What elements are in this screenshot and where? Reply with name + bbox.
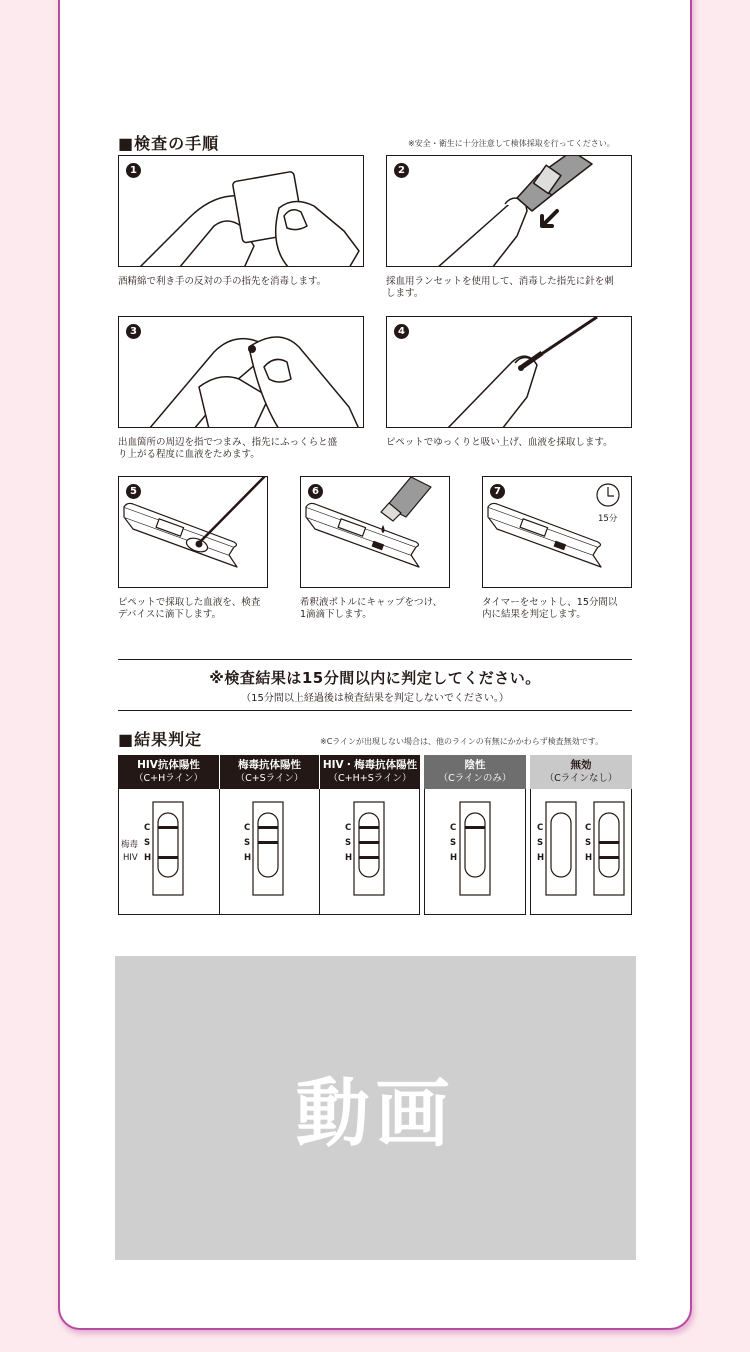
device-timer-drawing bbox=[483, 477, 632, 588]
step-3-caption: 出血箇所の周辺を指でつまみ、指先にふっくらと盛 り上がる程度に血液をためます。 bbox=[118, 437, 338, 460]
video-label: 動画 bbox=[295, 1071, 456, 1157]
line-label-c: C bbox=[537, 823, 544, 833]
step-5-caption: ピペットで採取した血液を、検査 デバイスに滴下します。 bbox=[118, 597, 261, 620]
step-3-illustration bbox=[118, 316, 364, 428]
warning-main: ※検査結果は15分間以内に判定してください。 bbox=[209, 669, 541, 687]
line-label-c: C bbox=[450, 823, 457, 833]
warning-sub: （15分間以上経過後は検査結果を判定しないでください。） bbox=[241, 693, 509, 704]
line-label-h: H bbox=[450, 853, 458, 863]
finger-squeeze-drawing bbox=[119, 317, 364, 428]
video-player[interactable] bbox=[115, 956, 636, 1260]
step-1-caption: 酒精綿で利き手の反対の手の指先を消毒します。 bbox=[118, 276, 327, 287]
step-6-illustration bbox=[300, 476, 450, 588]
device-drop-diluent-drawing bbox=[301, 477, 450, 588]
line-label-s: S bbox=[450, 838, 457, 848]
results-note: ※Cラインが出現しない場合は、他のラインの有無にかかわらず検査無効です。 bbox=[320, 737, 604, 746]
step-4-illustration bbox=[386, 316, 632, 428]
result-header-negative: 陰性 （Cラインのみ） bbox=[424, 755, 526, 789]
line-label-c: C bbox=[144, 823, 151, 833]
line-label-hiv: HIV bbox=[123, 853, 138, 863]
line-label-h: H bbox=[537, 853, 545, 863]
step-number: 3 bbox=[126, 324, 141, 339]
step-2-caption: 採血用ランセットを使用して、消毒した指先に針を刺 します。 bbox=[386, 276, 614, 299]
step-number: 7 bbox=[490, 484, 505, 499]
line-label-s: S bbox=[345, 838, 352, 848]
negative-result-panel bbox=[424, 789, 526, 915]
line-label-s: S bbox=[585, 838, 592, 848]
results-title: ■結果判定 bbox=[118, 730, 203, 749]
line-label-h: H bbox=[144, 853, 152, 863]
divider bbox=[118, 710, 632, 711]
positive-results-panel bbox=[118, 789, 420, 915]
line-label-syphilis: 梅毒 bbox=[121, 840, 139, 850]
hand-swab-drawing bbox=[119, 156, 364, 267]
invalid-result-panel bbox=[530, 789, 632, 915]
step-2-illustration bbox=[386, 155, 632, 267]
result-header-hiv: HIV抗体陽性 （C+Hライン） bbox=[118, 755, 219, 789]
step-7-caption: タイマーをセットし、15分間以 内に結果を判定します。 bbox=[482, 597, 618, 620]
result-header-both: HIV・梅毒抗体陽性 （C+H+Sライン） bbox=[319, 755, 420, 789]
step-number: 4 bbox=[394, 324, 409, 339]
line-label-s: S bbox=[537, 838, 544, 848]
step-number: 5 bbox=[126, 484, 141, 499]
procedure-title: ■検査の手順 bbox=[118, 134, 220, 153]
pipette-suction-drawing bbox=[387, 317, 632, 428]
line-label-c: C bbox=[585, 823, 592, 833]
step-number: 2 bbox=[394, 163, 409, 178]
result-header-syphilis: 梅毒抗体陽性 （C+Sライン） bbox=[219, 755, 319, 789]
line-label-s: S bbox=[244, 838, 251, 848]
step-4-caption: ピペットでゆっくりと吸い上げ、血液を採取します。 bbox=[386, 437, 613, 448]
line-label-h: H bbox=[345, 853, 353, 863]
line-label-c: C bbox=[244, 823, 251, 833]
divider bbox=[118, 659, 632, 660]
step-6-caption: 希釈液ボトルにキャップをつけ、 1滴滴下します。 bbox=[300, 597, 443, 620]
procedure-note: ※安全・衛生に十分注意して検体採取を行ってください。 bbox=[408, 139, 615, 148]
step-7-illustration bbox=[482, 476, 632, 588]
step-number: 6 bbox=[308, 484, 323, 499]
result-header-invalid: 無効 （Cラインなし） bbox=[530, 755, 632, 789]
timer-label: 15分 bbox=[598, 514, 618, 524]
line-label-c: C bbox=[345, 823, 352, 833]
line-label-h: H bbox=[585, 853, 593, 863]
device-drop-blood-drawing bbox=[119, 477, 268, 588]
step-5-illustration bbox=[118, 476, 268, 588]
step-1-illustration bbox=[118, 155, 364, 267]
step-number: 1 bbox=[126, 163, 141, 178]
lancet-drawing bbox=[387, 156, 632, 267]
line-label-h: H bbox=[244, 853, 252, 863]
line-label-s: S bbox=[144, 838, 151, 848]
